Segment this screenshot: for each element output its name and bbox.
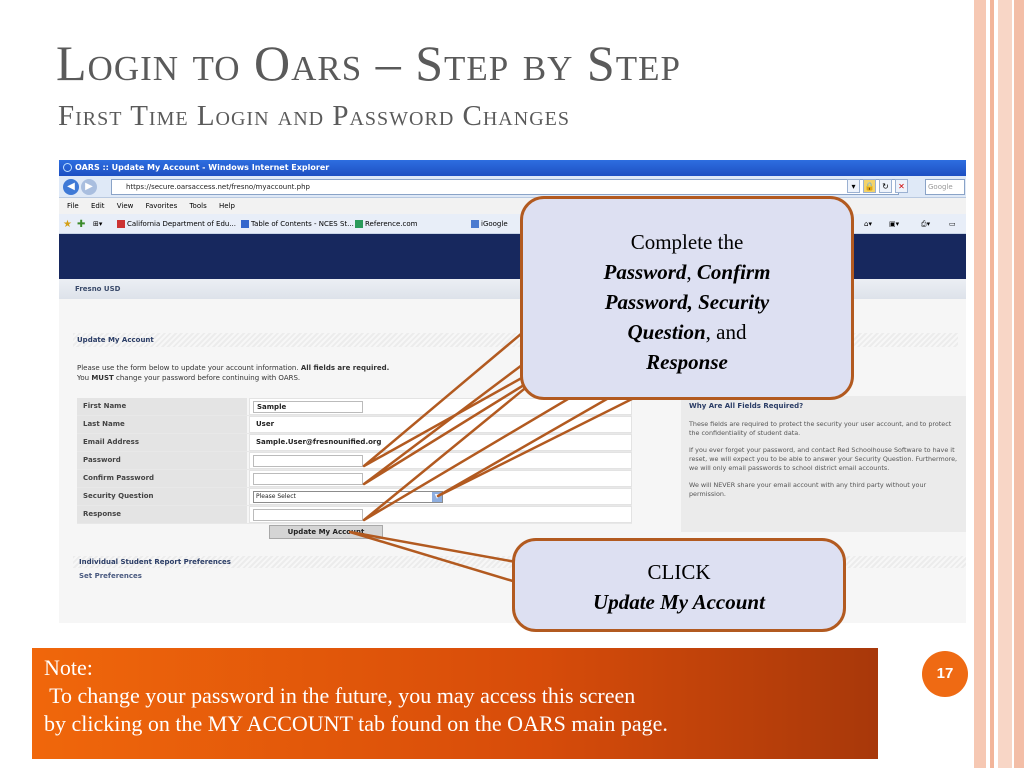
click-callout <box>512 538 846 632</box>
url-field[interactable]: https://secure.oarsaccess.net/fresno/myaccount.php <box>111 179 899 195</box>
search-input[interactable]: Google <box>925 179 965 195</box>
slide-subtitle: First Time Login and Password Changes <box>58 100 570 132</box>
update-my-account-button[interactable]: Update My Account <box>269 525 383 539</box>
callout-text <box>515 587 843 617</box>
site-icon <box>355 220 363 228</box>
callout-text: Complete the <box>630 230 744 254</box>
note-text: by clicking on the MY ACCOUNT tab found on the OARS main page. <box>44 711 668 736</box>
callout-emphasis: Password <box>603 260 687 284</box>
home-icon[interactable]: ⌂▾ <box>864 220 872 228</box>
grid-icon[interactable]: ⊞▾ <box>93 220 103 228</box>
section-header: Update My Account <box>73 333 958 347</box>
field-cell <box>249 452 632 469</box>
password-field[interactable] <box>253 455 363 467</box>
email-value: Sample.User@fresnounified.org <box>253 437 453 449</box>
form-row-security-question <box>77 488 632 506</box>
callout-text: , <box>686 260 692 284</box>
callout-emphasis: Update My Account <box>593 590 765 614</box>
why-paragraph: These fields are required to protect the security your user account, and to protect the confidentiality of student data. <box>689 420 952 437</box>
favorite-link[interactable] <box>355 218 417 231</box>
callout-text <box>523 347 851 377</box>
note-label: Note: <box>44 655 93 680</box>
form-row-confirm-password <box>77 470 632 488</box>
callout-text <box>523 317 851 347</box>
instructions-bold: All fields are required. <box>300 364 390 372</box>
confirm-password-field[interactable] <box>253 473 363 485</box>
menu-item-favorites[interactable]: Favorites <box>145 202 178 210</box>
favorite-label: iGoogle <box>481 220 508 228</box>
chevron-down-icon: ▼ <box>432 492 442 502</box>
page-number: 17 <box>922 651 968 697</box>
refresh-icon[interactable]: ↻ <box>879 179 892 193</box>
note-text: To change your password in the future, you may access this screen <box>44 683 636 708</box>
form-row-password <box>77 452 632 470</box>
first-name-field[interactable]: Sample <box>253 401 363 413</box>
menu-item-view[interactable]: View <box>116 202 134 210</box>
field-label: Last Name <box>77 416 247 433</box>
callout-text <box>523 257 851 287</box>
ie-logo-icon <box>63 163 72 172</box>
note-box <box>32 648 878 759</box>
favorite-link[interactable] <box>117 218 236 231</box>
field-cell <box>249 470 632 487</box>
right-edge-stripe <box>990 0 994 768</box>
district-name: Fresno USD <box>59 279 966 299</box>
form-row-response <box>77 506 632 524</box>
favorite-label: Reference.com <box>365 220 418 228</box>
fields-callout <box>520 196 854 400</box>
print-icon[interactable]: ⎙▾ <box>921 220 931 228</box>
field-cell <box>249 434 632 451</box>
favorite-label: Table of Contents - NCES St... <box>251 220 354 228</box>
menu-item-edit[interactable]: Edit <box>90 202 105 210</box>
form-row-email <box>77 434 632 452</box>
favorite-label: California Department of Edu... <box>127 220 236 228</box>
site-icon <box>117 220 125 228</box>
instructions-bold: MUST <box>91 374 114 382</box>
why-required-panel <box>681 396 966 532</box>
field-cell <box>249 506 632 523</box>
field-label: Security Question <box>77 488 247 505</box>
form-row-first-name <box>77 398 632 416</box>
back-arrow-icon[interactable]: ◀ <box>63 179 79 195</box>
address-bar-tools <box>847 179 908 195</box>
page-icon[interactable]: ▭ <box>949 220 956 228</box>
security-question-select[interactable] <box>253 491 443 503</box>
favorites-star-icon[interactable]: ★ <box>63 219 72 230</box>
favorite-link[interactable] <box>241 218 354 231</box>
field-label: First Name <box>77 398 247 415</box>
callout-emphasis: Response <box>646 350 728 374</box>
favorite-link[interactable] <box>471 218 508 231</box>
forward-arrow-icon[interactable]: ▶ <box>81 179 97 195</box>
add-favorite-icon[interactable]: ✚ <box>77 219 86 230</box>
callout-emphasis: Security <box>698 290 770 314</box>
update-account-form <box>77 398 632 542</box>
instructions <box>77 363 389 383</box>
browser-titlebar <box>59 160 966 176</box>
right-edge-stripe <box>1014 0 1024 768</box>
last-name-value: User <box>253 419 363 431</box>
field-label: Password <box>77 452 247 469</box>
field-cell <box>249 488 632 505</box>
right-edge-stripe <box>974 0 986 768</box>
why-paragraph: We will NEVER share your email account with any third party without your permission. <box>689 481 927 498</box>
site-icon <box>241 220 249 228</box>
site-icon <box>471 220 479 228</box>
instructions-text: You <box>77 374 90 382</box>
response-field[interactable] <box>253 509 363 521</box>
preferences-header: Individual Student Report Preferences <box>73 556 966 568</box>
menu-item-help[interactable]: Help <box>218 202 235 210</box>
callout-text: CLICK <box>647 560 711 584</box>
set-preferences-link[interactable]: Set Preferences <box>79 572 142 580</box>
field-cell <box>249 398 632 415</box>
slide-title: Login to Oars – Step by Step <box>56 35 681 91</box>
dropdown-icon[interactable]: ▾ <box>847 179 860 193</box>
lock-icon[interactable]: 🔒 <box>863 179 876 193</box>
feeds-icon[interactable]: ▣▾ <box>889 220 900 228</box>
callout-emphasis: Question <box>627 320 706 344</box>
field-cell <box>249 416 632 433</box>
menu-item-tools[interactable]: Tools <box>189 202 207 210</box>
field-label: Confirm Password <box>77 470 247 487</box>
why-title: Why Are All Fields Required? <box>689 402 804 410</box>
callout-text <box>523 287 851 317</box>
callout-text: , and <box>705 320 747 344</box>
field-label: Email Address <box>77 434 247 451</box>
address-bar-row <box>59 176 966 198</box>
why-paragraph: If you ever forget your password, and contact Red Schoolhouse Software to have it reset, we will expect you to be able to answer your Security Question. Furthermore, we will only email passwords to school district email accounts. <box>689 446 958 472</box>
instructions-text: change your password before continuing with OARS. <box>116 374 301 382</box>
window-title: OARS :: Update My Account - Windows Internet Explorer <box>75 163 330 172</box>
right-edge-stripe <box>998 0 1012 768</box>
menu-item-file[interactable]: File <box>67 202 79 210</box>
field-label: Response <box>77 506 247 523</box>
callout-emphasis: Confirm <box>696 260 771 284</box>
form-row-last-name <box>77 416 632 434</box>
select-value: Please Select <box>256 493 296 500</box>
instructions-text: Please use the form below to update your account information. <box>77 364 299 372</box>
callout-emphasis: Password, <box>604 290 693 314</box>
stop-icon[interactable]: ✕ <box>895 179 908 193</box>
